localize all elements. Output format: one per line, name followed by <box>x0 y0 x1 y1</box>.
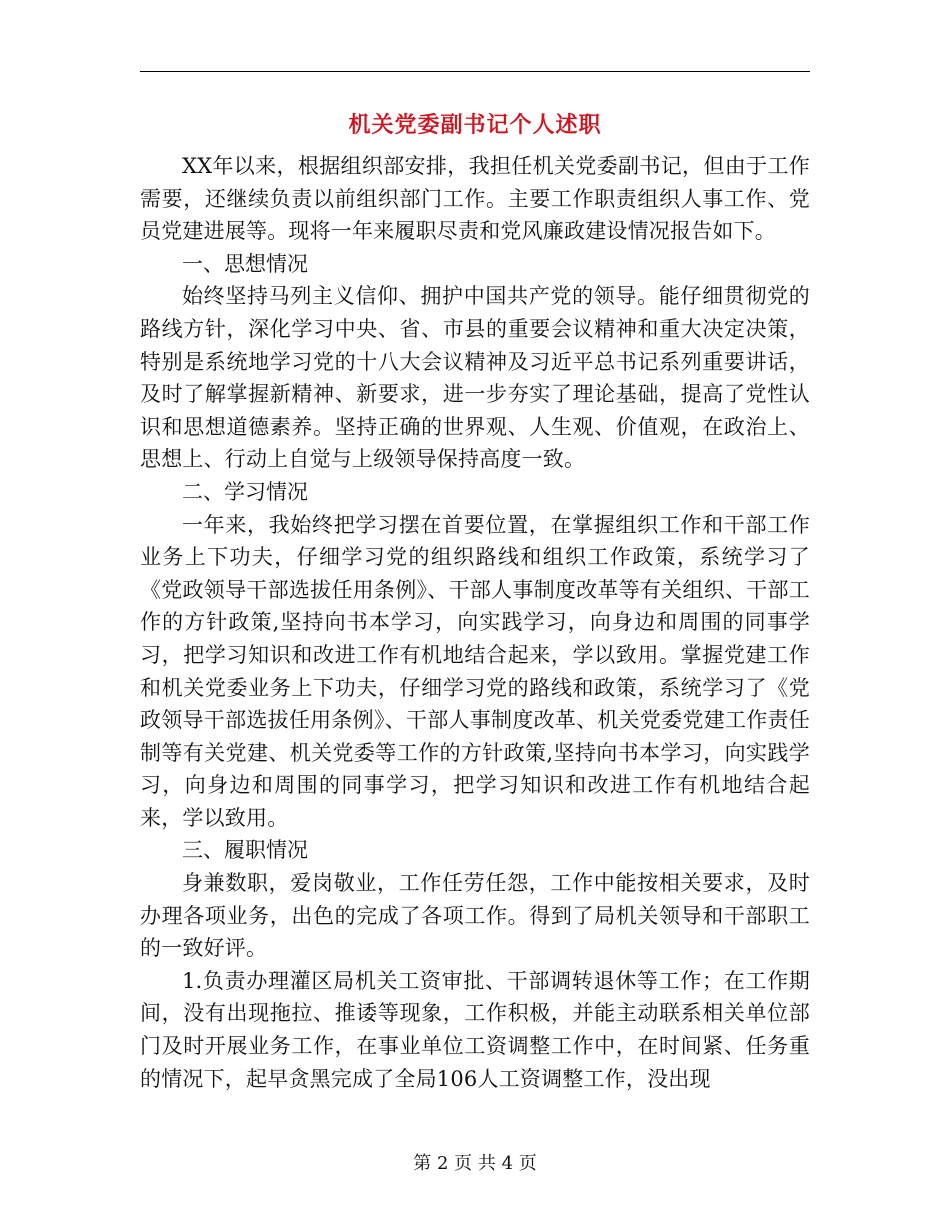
section-heading-study: 二、学习情况 <box>182 479 308 504</box>
paragraph-item-1: 1.负责办理灌区局机关工资审批、干部调转退休等工作；在工作期间，没有出现拖拉、推诿等现象，工作积极，并能主动联系相关单位部门及时开展业务工作，在事业单位工资调整工作中，在时间紧、任务重的情况下，起早贪黑完成了全局106人工资调整工作，没出现 <box>140 968 810 1091</box>
paragraph-intro: XX年以来，根据组织部安排，我担任机关党委副书记，但由于工作需要，还继续负责以前组织部门工作。主要工作职责组织人事工作、党员党建进展等。现将一年来履职尽责和党风廉政建设情况报告如下。 <box>140 154 810 244</box>
document-body <box>140 150 810 1095</box>
paragraph-duty: 身兼数职，爱岗敬业，工作任劳任怨，工作中能按相关要求，及时办理各项业务，出色的完成了各项工作。得到了局机关领导和干部职工的一致好评。 <box>140 871 810 961</box>
paragraph-thought: 始终坚持马列主义信仰、拥护中国共产党的领导。能仔细贯彻党的路线方针，深化学习中央、省、市县的重要会议精神和重大决定决策，特别是系统地学习党的十八大会议精神及习近平总书记系列重要讲话，及时了解掌握新精神、新要求，进一步夯实了理论基础，提高了党性认识和思想道德素养。坚持正确的世界观、人生观、价值观，在政治上、思想上、行动上自觉与上级领导保持高度一致。 <box>140 284 810 472</box>
paragraph-study: 一年来，我始终把学习摆在首要位置，在掌握组织工作和干部工作业务上下功夫，仔细学习党的组织路线和组织工作政策，系统学习了《党政领导干部选拔任用条例》、干部人事制度改革等有关组织、干部工作的方针政策,坚持向书本学习，向实践学习，向身边和周围的同事学习，把学习知识和改进工作有机地结合起来，学以致用。掌握党建工作和机关党委业务上下功夫，仔细学习党的路线和政策，系统学习了《党政领导干部选拔任用条例》、干部人事制度改革、机关党委党建工作责任制等有关党建、机关党委等工作的方针政策,坚持向书本学习，向实践学习，向身边和周围的同事学习，把学习知识和改进工作有机地结合起来，学以致用。 <box>140 512 810 830</box>
header-rule <box>140 71 810 72</box>
document-title: 机关党委副书记个人述职 <box>348 112 602 138</box>
page-number-footer: 第 2 页 共 4 页 <box>413 1153 537 1174</box>
section-heading-thought: 一、思想情况 <box>182 251 308 276</box>
section-heading-duty: 三、履职情况 <box>182 838 308 863</box>
